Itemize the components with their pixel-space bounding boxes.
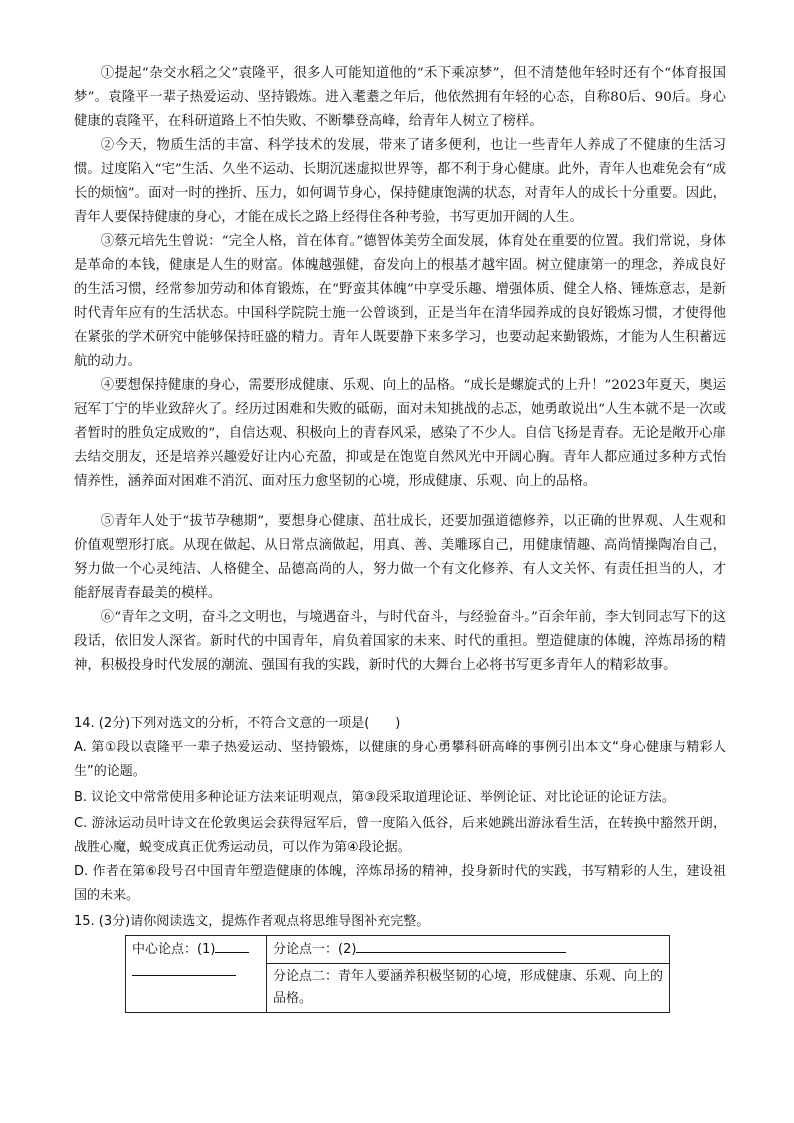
question-14-stem: 14. (2分)下列对选文的分析，不符合文意的一项是( ) <box>74 716 401 731</box>
sub-argument-2-cell: 分论点二：青年人要涵养积极坚韧的心境，形成健康、乐观、向上的品格。 <box>267 964 670 1013</box>
answer-blank-1-continued[interactable] <box>132 961 236 976</box>
mind-map-table <box>125 935 670 1013</box>
paragraph-1: ①提起“杂交水稻之父”袁隆平，很多人可能知道他的“禾下乘凉梦”，但不清楚他年轻时还有个“体育报国梦”。袁隆平一辈子热爱运动、坚持锻炼。进入耄耋之年后，他依然拥有年轻的心态，自称80后、90后。身心健康的袁隆平，在科研道路上不怕失败、不断攀登高峰，给青年人树立了榜样。 <box>74 66 726 129</box>
paragraph-5: ⑤青年人处于“拔节孕穗期”，要想身心健康、茁壮成长，还要加强道德修养，以正确的世界观、人生观和价值观塑形打底。从现在做起、从日常点滴做起，用真、善、美雕琢自己，用健康情趣、高尚情操陶冶自己，努力做一个心灵纯洁、人格健全、品德高尚的人，努力做一个有文化修养、有人文关怀、有责任担当的人，才能舒展青春最美的模样。 <box>74 514 726 601</box>
sub-argument-1-label: 分论点一：(2) <box>273 942 357 957</box>
paragraph-4: ④要想保持健康的身心，需要形成健康、乐观、向上的品格。“成长是螺旋式的上升！”2023年夏天，奥运冠军丁宁的毕业致辞火了。经历过困难和失败的砥砺，面对未知挑战的忐忑，她勇敢说出“人生本就不是一次或者暂时的胜负定成败的”，自信达观、积极向上的青春风采，感染了不少人。自信飞扬是青春。无论是敞开心扉去结交朋友，还是培养兴趣爱好让内心充盈，抑或是在饱览自然风光中开阔心胸。青年人都应通过多种方式怡情养性，涵养面对困难不消沉、面对压力愈坚韧的心境，形成健康、乐观、向上的品格。 <box>74 378 726 489</box>
center-argument-cell <box>126 936 267 1013</box>
paragraph-6: ⑥“青年之文明，奋斗之文明也，与境遇奋斗，与时代奋斗，与经验奋斗。”百余年前，李大钊同志写下的这段话，依旧发人深省。新时代的中国青年，肩负着国家的未来、时代的重担。塑造健康的体魄，淬炼昂扬的精神，积极投身时代发展的潮流、强国有我的实践，新时代的大舞台上必将书写更多青年人的精彩故事。 <box>74 610 726 673</box>
question-14-option-d: D. 作者在第⑥段号召中国青年塑造健康的体魄，淬炼昂扬的精神，投身新时代的实践，书写精彩的人生，建设祖国的未来。 <box>74 864 726 903</box>
answer-blank-2[interactable] <box>356 938 566 953</box>
question-14-option-a: A. 第①段以袁隆平一辈子热爱运动、坚持锻炼，以健康的身心勇攀科研高峰的事例引出本文“身心健康与精彩人生”的论题。 <box>74 740 726 779</box>
answer-blank-1[interactable] <box>215 938 249 953</box>
center-argument-label: 中心论点：(1) <box>132 942 216 957</box>
question-14-option-b: B. 议论文中常常使用多种论证方法来证明观点，第③段采取道理论证、举例论证、对比论证的论证方法。 <box>74 790 675 805</box>
question-15-stem: 15. (3分)请你阅读选文，提炼作者观点将思维导图补充完整。 <box>74 914 430 929</box>
question-14-option-c: C. 游泳运动员叶诗文在伦敦奥运会获得冠军后，曾一度陷入低谷，后来她跳出游泳看生活，在转换中豁然开朗，战胜心魔，蜕变成真正优秀运动员，可以作为第④段论据。 <box>74 816 726 855</box>
paragraph-2: ②今天，物质生活的丰富、科学技术的发展，带来了诸多便利，也让一些青年人养成了不健康的生活习惯。过度陷入“宅”生活、久坐不运动、长期沉迷虚拟世界等，都不利于身心健康。此外，青年人也难免会有“成长的烦恼”。面对一时的挫折、压力，如何调节身心，保持健康饱满的状态，对青年人的成长十分重要。因此，青年人要保持健康的身心，才能在成长之路上经得住各种考验，书写更加开阔的人生。 <box>74 138 726 225</box>
paragraph-3: ③蔡元培先生曾说：“完全人格，首在体育。”德智体美劳全面发展，体育处在重要的位置。我们常说，身体是革命的本钱，健康是人生的财富。体魄越强健，奋发向上的根基才越牢固。树立健康第一的理念，养成良好的生活习惯，经常参加劳动和体育锻炼，在“野蛮其体魄”中享受乐趣、增强体质、健全人格、锤炼意志，是新时代青年应有的生活状态。中国科学院院士施一公曾谈到，正是当年在清华园养成的良好锻炼习惯，才使得他在紧张的学术研究中能够保持旺盛的精力。青年人既要静下来多学习，也要动起来勤锻炼，才能为人生积蓄远航的动力。 <box>74 234 726 369</box>
sub-argument-1-cell <box>267 936 670 964</box>
